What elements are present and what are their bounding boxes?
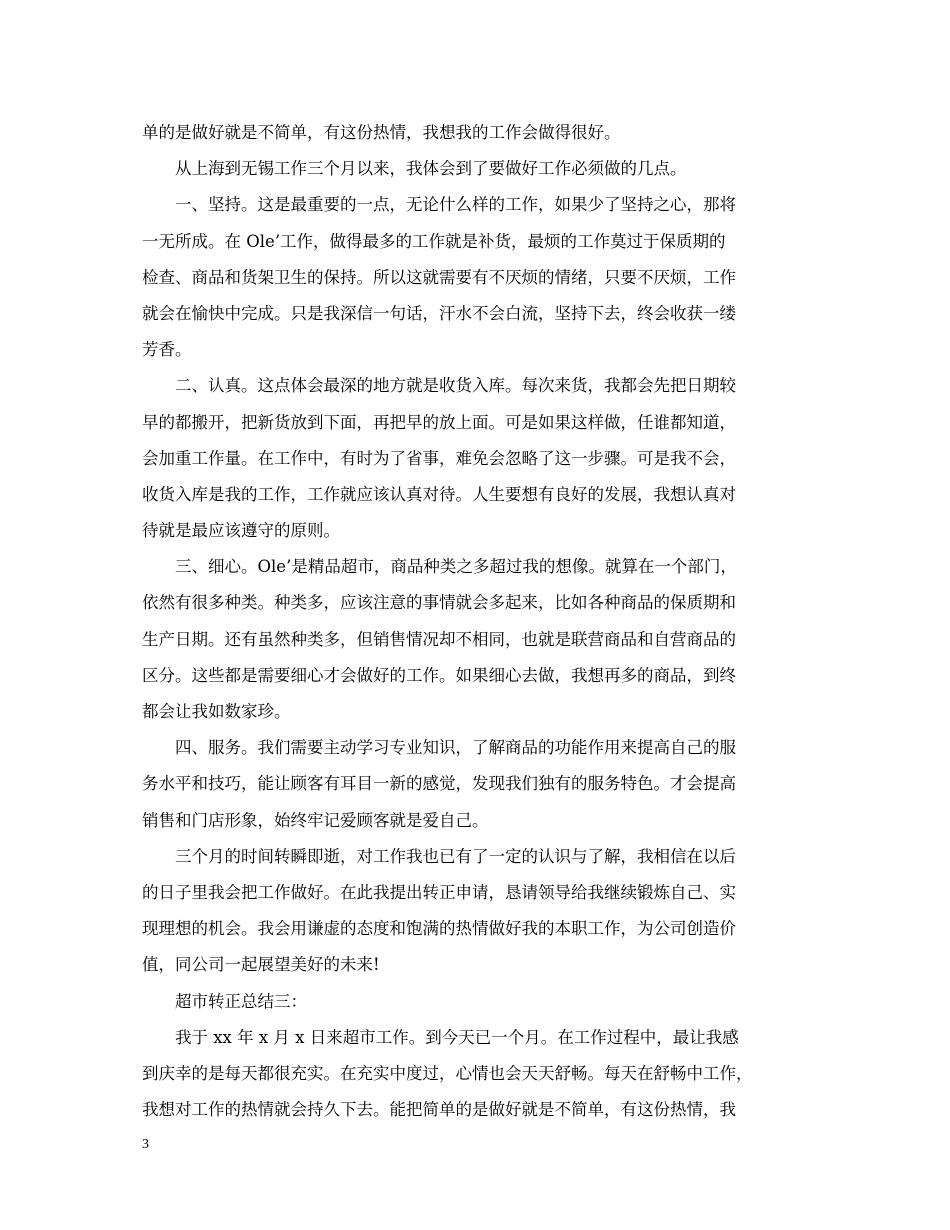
text-line: 都会让我如数家珍。 [142, 702, 291, 721]
text-line: 收货入库是我的工作，工作就应该认真对待。人生要想有良好的发展，我想认真对 [142, 484, 736, 504]
text-line: 三、细心。Ole’是精品超市，商品种类之多超过我的想像。就算在一个部门， [175, 557, 737, 577]
text-line: 就会在愉快中完成。只是我深信一句话，汗水不会白流，坚持下去，终会收获一缕 [142, 303, 736, 323]
text-line: 现理想的机会。我会用谦虚的态度和饱满的热情做好我的本职工作，为公司创造价 [142, 919, 736, 939]
text-line: 会加重工作量。在工作中，有时为了省事，难免会忽略了这一步骤。可是我不会， [142, 448, 736, 468]
text-line: 一无所成。在 Ole’工作，做得最多的工作就是补货，最烦的工作莫过于保质期的 [142, 231, 726, 251]
text-line: 芳香。 [142, 340, 192, 360]
text-line: 我于 xx 年 x 月 x 日来超市工作。到今天已一个月。在工作过程中，最让我感 [175, 1027, 739, 1047]
page-number: 3 [142, 1137, 149, 1152]
text-line: 区分。这些都是需要细心才会做好的工作。如果细心去做，我想再多的商品，到终 [142, 665, 736, 685]
text-line: 单的是做好就是不简单，有这份热情，我想我的工作会做得很好。 [142, 123, 621, 142]
text-line: 超市转正总结三： [175, 991, 307, 1011]
text-line: 待就是最应该遵守的原则。 [142, 521, 340, 541]
text-line: 四、服务。我们需要主动学习专业知识，了解商品的功能作用来提高自己的服 [175, 738, 736, 758]
text-line: 的日子里我会把工作做好。在此我提出转正申请，恳请领导给我继续锻炼自己、实 [142, 882, 736, 902]
text-line: 检查、商品和货架卫生的保持。所以这就需要有不厌烦的情绪，只要不厌烦，工作 [142, 267, 736, 287]
text-line: 值，同公司一起展望美好的未来! [142, 955, 380, 975]
text-line: 依然有很多种类。种类多，应该注意的事情就会多起来，比如各种商品的保质期和 [142, 593, 736, 613]
text-line: 到庆幸的是每天都很充实。在充实中度过，心情也会天天舒畅。每天在舒畅中工作， [142, 1063, 753, 1083]
text-line: 销售和门店形象，始终牢记爱顾客就是爱自己。 [142, 810, 489, 830]
text-line: 三个月的时间转瞬即逝，对工作我也已有了一定的认识与了解，我相信在以后 [175, 846, 736, 866]
text-line: 二、认真。这点体会最深的地方就是收货入库。每次来货，我都会先把日期较 [175, 376, 736, 396]
document-body [142, 115, 814, 1128]
text-line: 我想对工作的热情就会持久下去。能把简单的是做好就是不简单，有这份热情，我 [142, 1100, 736, 1120]
text-line: 早的都搬开，把新货放到下面，再把早的放上面。可是如果这样做，任谁都知道， [142, 412, 736, 432]
text-line: 生产日期。还有虽然种类多，但销售情况却不相同，也就是联营商品和自营商品的 [142, 629, 736, 649]
text-line: 一、坚持。这是最重要的一点，无论什么样的工作，如果少了坚持之心，那将 [175, 195, 736, 215]
text-line: 务水平和技巧，能让顾客有耳目一新的感觉，发现我们独有的服务特色。才会提高 [142, 774, 736, 794]
text-line: 从上海到无锡工作三个月以来，我体会到了要做好工作必须做的几点。 [175, 159, 687, 179]
